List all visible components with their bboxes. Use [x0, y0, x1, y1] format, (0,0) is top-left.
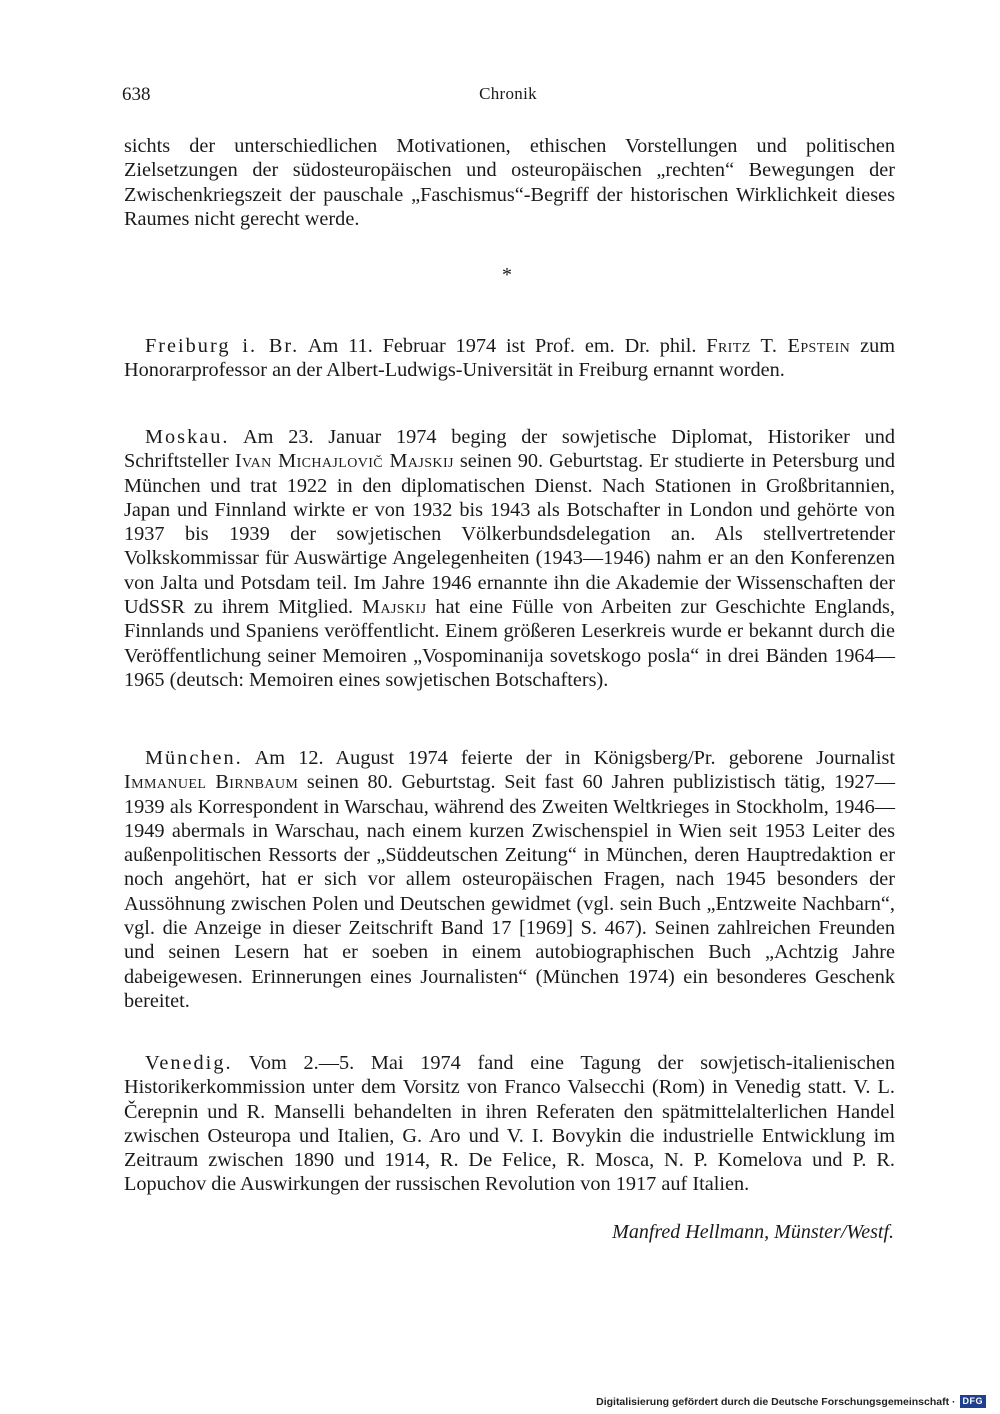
entry-place: Venedig. — [145, 1052, 233, 1074]
footer-text: Digitalisierung gefördert durch die Deutsche Forschungsgemeinschaft · — [596, 1395, 956, 1408]
entry-moskau — [124, 425, 895, 692]
entry-text: zum Honorarprofessor an der Albert-Ludwigs-Universität in Freiburg ernannt worden. — [124, 335, 895, 382]
intro-text: sichts der unterschiedlichen Motivationen, ethischen Vorstellungen und politischen Zielsetzungen der südosteuropäischen und osteuropäischen „rechten“ Bewegungen der Zwischenkriegszeit der pauschale „Faschismus“-Begriff der historischen Wirklichkeit dieses Raumes nicht gerecht werde. — [124, 135, 895, 230]
person-name: Immanuel Birnbaum — [124, 771, 299, 794]
section-separator: * — [502, 264, 512, 286]
entry-text: Am 11. Februar 1974 ist Prof. em. Dr. phil. — [299, 335, 707, 357]
entry-muenchen — [124, 746, 895, 1013]
person-name: Majskij — [362, 596, 427, 619]
entry-freiburg — [124, 334, 895, 383]
dfg-logo-icon: DFG — [960, 1395, 987, 1408]
author-signature: Manfred Hellmann, Münster/Westf. — [612, 1221, 894, 1243]
page-number: 638 — [122, 84, 151, 105]
entry-text: Am 23. Januar 1974 beging der sowjetische Diplomat, Historiker und Schriftsteller — [124, 426, 895, 473]
running-title: Chronik — [479, 84, 537, 103]
intro-paragraph — [124, 134, 895, 231]
person-name: Fritz T. Epstein — [706, 335, 851, 357]
entry-place: Freiburg i. Br. — [145, 335, 300, 357]
person-name: Ivan Michajlovič Majskij — [234, 450, 454, 473]
entry-text: hat eine Fülle von Arbeiten zur Geschichte Englands, Finnlands und Spaniens veröffentlicht. Einem größeren Leserkreis wurde er bekannt durch die Veröffentlichung seiner Memoiren „Vospominanija sovetskogo posla“ in drei Bänden 1964—1965 (deutsch: Memoiren eines sowjetischen Botschafters). — [124, 596, 895, 691]
entry-venedig — [124, 1051, 895, 1197]
entry-text: Am 12. August 1974 feierte der in Königsberg/Pr. geborene Journalist — [242, 747, 895, 769]
entry-text: seinen 80. Geburtstag. Seit fast 60 Jahren publizistisch tätig, 1927—1939 als Korrespondent in Warschau, während des Zweiten Weltkrieges in Stockholm, 1946—1949 abermals in Warschau, nach einem kurzen Zwischenspiel in Wien seit 1953 Leiter des außenpolitischen Ressorts der „Süddeutschen Zeitung“ in München, deren Hauptredaktion er noch angehört, hat er sich vor allem osteuropäischen Fragen, nach 1945 besonders der Aussöhnung zwischen Polen und Deutschen gewidmet (vgl. sein Buch „Entzweite Nachbarn“, vgl. die Anzeige in dieser Zeitschrift Band 17 [1969] S. 467). Seinen zahlreichen Freunden und seinen Lesern hat er soeben in einem autobiographischen Buch „Achtzig Jahre dabeigewesen. Erinnerungen eines Journalisten“ (München 1974) ein besonderes Geschenk bereitet. — [124, 771, 895, 1012]
entry-text: Vom 2.—5. Mai 1974 fand eine Tagung der sowjetisch-italienischen Historikerkommission unter dem Vorsitz von Franco Valsecchi (Rom) in Venedig statt. V. L. Čerepnin und R. Manselli behandelten in ihren Referaten den spätmittelalterlichen Handel zwischen Osteuropa und Italien, G. Aro und V. I. Bovykin die industrielle Entwicklung im Zeitraum zwischen 1890 und 1914, R. De Felice, R. Mosca, N. P. Komelova und P. R. Lopuchov die Auswirkungen der russischen Revolution von 1917 auf Italien. — [124, 1052, 895, 1196]
entry-place: München. — [145, 747, 243, 769]
entry-text: seinen 90. Geburtstag. Er studierte in Petersburg und München und trat 1922 in den diplomatischen Dienst. Nach Stationen in Großbritannien, Japan und Finnland wirkte er von 1932 bis 1943 als Botschafter in London und gehörte von 1937 bis 1939 der sowjetischen Völkerbundsdelegation an. Als stellvertretender Volkskommissar für Auswärtige Angelegenheiten (1943—1946) nahm er an den Konferenzen von Jalta und Potsdam teil. Im Jahre 1946 ernannte ihn die Akademie der Wissenschaften der UdSSR zu ihrem Mitglied. — [124, 450, 895, 619]
entry-place: Moskau. — [145, 426, 230, 448]
digitization-footer — [596, 1395, 986, 1408]
